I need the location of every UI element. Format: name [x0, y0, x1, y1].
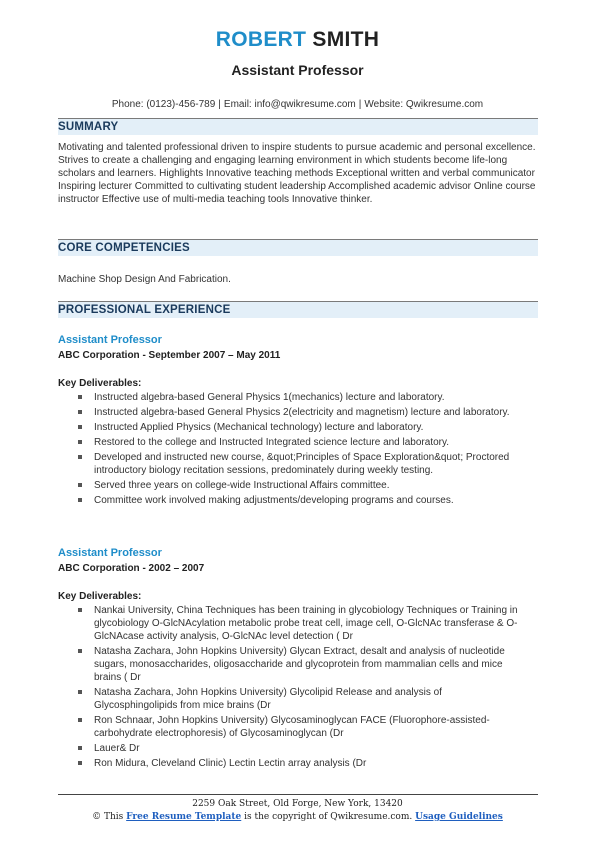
job-title-heading: Assistant Professor [231, 62, 364, 78]
bullet-icon [78, 410, 82, 414]
list-item: Restored to the college and Instructed Integrated science lecture and laboratory. [58, 436, 520, 449]
job-1-deliverables-label: Key Deliverables: [58, 378, 142, 389]
summary-heading: SUMMARY [58, 121, 119, 133]
first-name: ROBERT [215, 28, 307, 51]
job-1-title: Assistant Professor [58, 334, 162, 346]
contact-line [0, 99, 595, 111]
bullet-icon [78, 761, 82, 765]
contact-email[interactable]: Email: info@qwikresume.com [223, 99, 356, 110]
contact-separator: | [358, 99, 362, 110]
experience-heading: PROFESSIONAL EXPERIENCE [58, 304, 231, 316]
experience-section-header [58, 301, 538, 318]
summary-section-header [58, 118, 538, 135]
list-item: Natasha Zachara, John Hopkins University) Glycolipid Release and analysis of Glycosphingolipids from mice brains (Dr [58, 686, 520, 712]
job-2-bullets [58, 604, 520, 772]
contact-separator: | [218, 99, 221, 110]
bullet-icon [78, 690, 82, 694]
bullet-icon [78, 425, 82, 429]
list-item: Committee work involved making adjustments/developing programs and courses. [58, 494, 520, 507]
list-item: Ron Schnaar, John Hopkins University) Glycosaminoglycan FACE (Fluorophore-assisted-carbohydrate electrophoresis) of Glycosaminoglycan (Dr [58, 714, 520, 740]
job-2-deliverables-label: Key Deliverables: [58, 591, 142, 602]
bullet-icon [78, 395, 82, 399]
bullet-icon [78, 608, 82, 612]
job-2-title: Assistant Professor [58, 547, 162, 559]
competencies-section-header [58, 239, 538, 256]
list-item: Instructed algebra-based General Physics 1(mechanics) lecture and laboratory. [58, 391, 520, 404]
competencies-text: Machine Shop Design And Fabrication. [58, 274, 231, 285]
bullet-icon [78, 746, 82, 750]
bullet-icon [78, 718, 82, 722]
footer-divider [58, 794, 538, 795]
bullet-icon [78, 649, 82, 653]
bullet-icon [78, 498, 82, 502]
footer-copyright [0, 812, 595, 823]
candidate-name [0, 28, 595, 52]
usage-guidelines-link[interactable]: Usage Guidelines [415, 812, 503, 822]
contact-website[interactable]: Website: Qwikresume.com [364, 99, 484, 110]
list-item: Ron Midura, Cleveland Clinic) Lectin Lectin array analysis (Dr [58, 757, 520, 770]
list-item: Served three years on college-wide Instructional Affairs committee. [58, 479, 520, 492]
bullet-icon [78, 440, 82, 444]
list-item: Lauer& Dr [58, 742, 520, 755]
list-item: Instructed Applied Physics (Mechanical technology) lecture and laboratory. [58, 421, 520, 434]
competencies-heading: CORE COMPETENCIES [58, 242, 190, 254]
contact-phone: Phone: (0123)-456-789 [111, 99, 216, 110]
list-item: Instructed algebra-based General Physics 2(electricity and magnetism) lecture and laboratory. [58, 406, 520, 419]
last-name: SMITH [312, 28, 380, 51]
free-resume-template-link[interactable]: Free Resume Template [126, 812, 242, 822]
job-1-company: ABC Corporation - September 2007 – May 2011 [58, 350, 281, 361]
list-item: Developed and instructed new course, &quot;Principles of Space Exploration&quot; Proctored introductory biology recitation sessions, predominately during weekly testing. [58, 451, 520, 477]
job-1-bullets [58, 391, 520, 509]
list-item: Nankai University, China Techniques has been training in glycobiology Techniques or Training in glycobiology O-GlcNAcylation metabolic probe treat cell, image cell, O-GlcNAc transferase & O-GlcNAcase activity analysis, O-GlcNAc level detection ( Dr [58, 604, 520, 643]
footer-address: 2259 Oak Street, Old Forge, New York, 13420 [192, 799, 403, 809]
bullet-icon [78, 483, 82, 487]
bullet-icon [78, 455, 82, 459]
copyright-prefix: © This [92, 812, 127, 822]
copyright-middle: is the copyright of Qwikresume.com. [241, 812, 416, 822]
list-item: Natasha Zachara, John Hopkins University) Glycan Extract, desalt and analysis of nucleotide sugars, monosaccharides, oligosaccharide and glycoprotein from mammalian cells and mice brains ( Dr [58, 645, 520, 684]
job-2-company: ABC Corporation - 2002 – 2007 [58, 563, 205, 574]
summary-text: Motivating and talented professional driven to inspire students to pursue academic and personal excellence. Strives to create a challenging and engaging learning environment in which students become life-long scholars and learners. Highlights Innovative teaching methods Exceptional written and verbal communicator Inspiring lecturer Committed to cultivating student leadership Accomplished academic advisor Online course instructor Effective use of multi-media teaching tools Innovative thinker. [58, 142, 536, 205]
